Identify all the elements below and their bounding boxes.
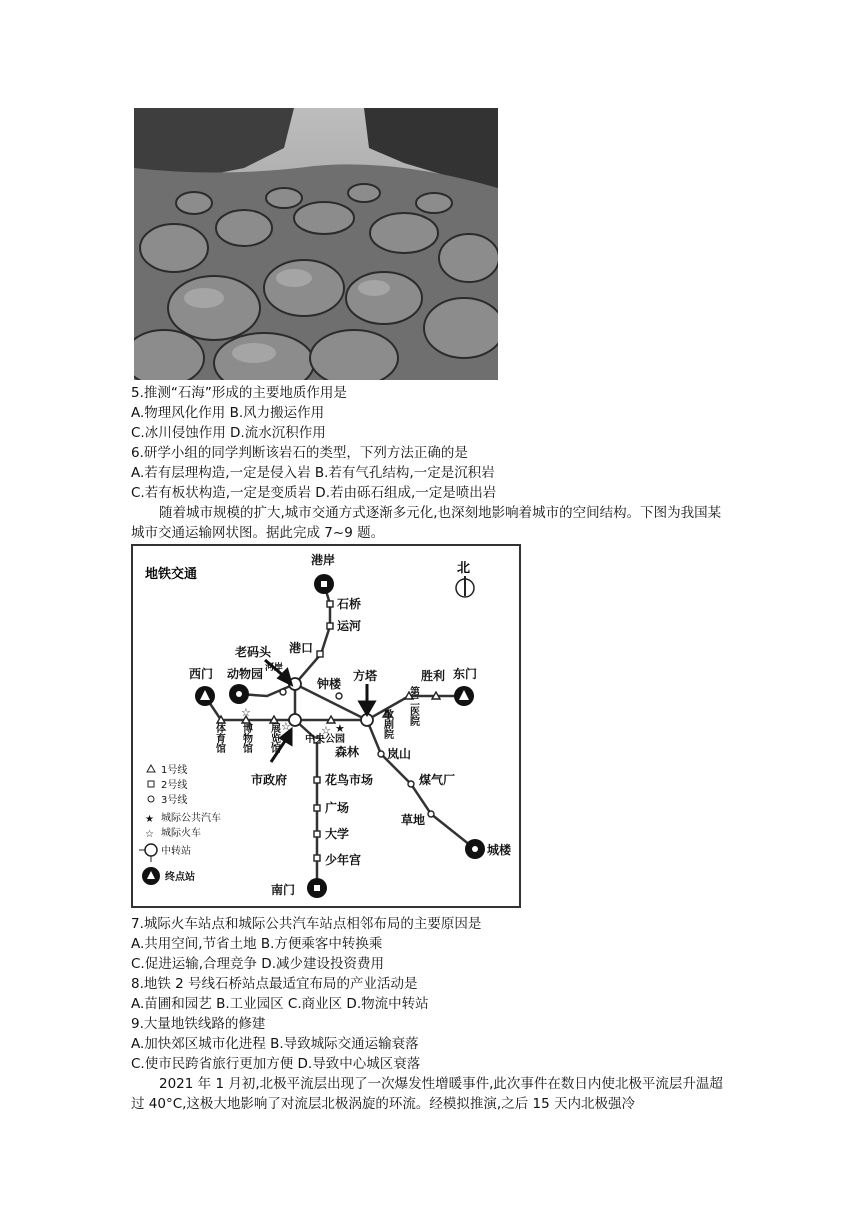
svg-text:城际火车: 城际火车 (161, 828, 201, 839)
terminal-chenglou (465, 839, 485, 859)
label-ximen: 西门 (189, 667, 214, 681)
label-guangchang: 广场 (325, 801, 350, 815)
stone-sea-photo (134, 108, 498, 380)
svg-text:终点站: 终点站 (165, 872, 195, 883)
label-fangta: 方塔 (353, 669, 378, 683)
q7-options-cd: C.促进运输,合理竞争 D.减少建设投资费用 (131, 956, 384, 972)
q6-options-ab: A.若有层理构造,一定是侵入岩 B.若有气孔结构,一定是沉积岩 (131, 465, 495, 481)
svg-text:☆: ☆ (321, 724, 331, 737)
label-caodi: 草地 (401, 813, 426, 827)
label-hean: 河岸 (265, 663, 284, 673)
svg-text:★: ★ (145, 814, 154, 825)
label-senlin: 森林 (335, 745, 360, 759)
terminal-gangan (314, 574, 334, 594)
terminal-nanmen (307, 878, 327, 898)
label-dongwuyuan: 动物园 (227, 667, 264, 681)
label-tiyuguan: 体育馆 (213, 723, 225, 753)
terminal-dongwuyuan (229, 684, 249, 704)
q8-stem: 8.地铁 2 号线石桥站点最适宜布局的产业活动是 (131, 976, 418, 992)
svg-text:2号线: 2号线 (161, 780, 188, 791)
label-shaoniangong: 少年宫 (325, 853, 362, 867)
label-lanshan: 岚山 (387, 747, 412, 761)
svg-text:3号线: 3号线 (161, 795, 188, 806)
svg-text:☆: ☆ (241, 706, 251, 719)
intro-paragraph-arctic: 2021 年 1 月初,北极平流层出现了一次爆发性增暖事件,此次事件在数日内使北极平流层升温超过 40°C,这极大地影响了对流层北极涡旋的环流。经模拟推演,之后 15 天内北极强冷 (131, 1076, 723, 1112)
q7-options-ab: A.共用空间,节省土地 B.方便乘客中转换乘 (131, 936, 383, 952)
q5-stem: 5.推测“石海”形成的主要地质作用是 (131, 385, 347, 401)
label-shiqiao: 石桥 (337, 597, 362, 611)
q6-stem: 6.研学小组的同学判断该岩石的类型，下列方法正确的是 (131, 445, 468, 461)
label-bowuguan: 博物馆 (240, 723, 252, 753)
q9-options-ab: A.加快郊区城市化进程 B.导致城际交通运输衰落 (131, 1036, 419, 1052)
svg-text:城际公共汽车: 城际公共汽车 (161, 813, 221, 824)
map-title: 地铁交通 (145, 567, 198, 582)
label-meiqichang: 煤气厂 (419, 773, 456, 787)
q8-options: A.苗圃和园艺 B.工业园区 C.商业区 D.物流中转站 (131, 996, 429, 1012)
q9-stem: 9.大量地铁线路的修建 (131, 1016, 266, 1032)
terminal-dongmen (454, 686, 474, 706)
label-nanmen: 南门 (271, 883, 296, 897)
svg-text:中转站: 中转站 (161, 846, 191, 857)
label-chenglou: 城楼 (487, 843, 512, 857)
terminal-ximen (195, 686, 215, 706)
svg-text:☆: ☆ (281, 720, 291, 733)
intro-paragraph-transit: 随着城市规模的扩大,城市交通方式逐渐多元化,也深刻地影响着城市的空间结构。下图为我国某城市交通运输网状图。据此完成 7~9 题。 (131, 505, 722, 541)
svg-text:★: ★ (335, 722, 345, 735)
label-zhanlanguan: 展览馆 (268, 723, 280, 753)
label-zhongyanggongyuan: 中央公园 (305, 734, 345, 745)
label-shizhengfu: 市政府 (251, 773, 288, 787)
label-shengli: 胜利 (421, 669, 446, 683)
subway-map (131, 544, 521, 908)
label-huaniaoshichang: 花鸟市场 (325, 773, 374, 787)
q5-options-cd: C.冰川侵蚀作用 D.流水沉积作用 (131, 425, 326, 441)
q7-stem: 7.城际火车站点和城际公共汽车站点相邻布局的主要原因是 (131, 916, 482, 932)
q9-options-cd: C.使市民跨省旅行更加方便 D.导致中心城区衰落 (131, 1056, 421, 1072)
label-laomatou: 老码头 (235, 645, 272, 659)
label-gangan: 港岸 (311, 553, 336, 567)
label-yunhe: 运河 (337, 619, 362, 633)
svg-text:北: 北 (457, 561, 471, 576)
label-dongmen: 东门 (453, 667, 478, 681)
label-zhonglou: 钟楼 (317, 677, 342, 691)
label-gejuyuan: 歌剧院 (381, 709, 393, 739)
q6-options-cd: C.若有板状构造,一定是变质岩 D.若由砾石组成,一定是喷出岩 (131, 485, 497, 501)
label-gangkou: 港口 (289, 641, 314, 655)
label-dieryiyuan: 第二医院 (407, 686, 419, 726)
q5-options-ab: A.物理风化作用 B.风力搬运作用 (131, 405, 325, 421)
svg-text:☆: ☆ (145, 829, 154, 840)
svg-text:1号线: 1号线 (161, 765, 188, 776)
label-daxue: 大学 (325, 827, 350, 841)
